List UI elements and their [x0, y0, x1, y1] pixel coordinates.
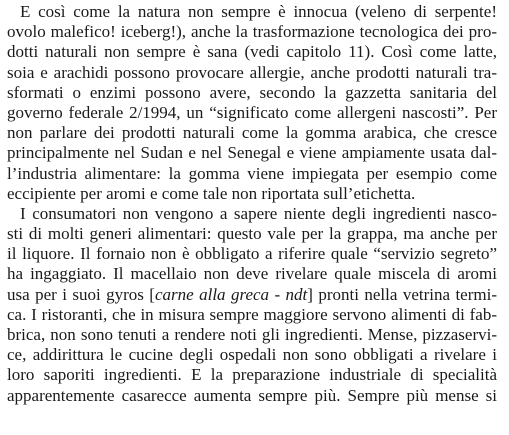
text-line: dotti naturali non sempre è sana (vedi capitolo 11). Così come latte, — [7, 42, 497, 62]
text-line: brica, non sono tenuti a rendere noti gli ingredienti. Mense, pizzaservi- — [7, 325, 497, 344]
translator-note: carne alla greca - ndt — [154, 284, 308, 304]
text-line: I consumatori non vengono a sapere niente degli ingredienti nasco- — [20, 203, 497, 223]
text-line: usa per i suoi gyros [carne alla greca - ndt] pronti nella vetrina termi- — [7, 284, 497, 304]
text-line: ha ingaggiato. Il macellaio non deve rivelare quale miscela di aromi — [7, 264, 497, 284]
text-line: E così come la natura non sempre è innocua (veleno di serpente! — [20, 2, 497, 21]
text-line: sti di molti generi alimentari: questo vale per la grappa, ma anche per — [7, 224, 497, 244]
text-line: ovolo malefico! iceberg!), anche la trasformazione tecnologica dei pro- — [7, 22, 497, 42]
text-line: governo federale 2/1994, un “significato come allergeni nascosti”. Per — [7, 102, 497, 122]
text-line: loro saporiti ingredienti. E la preparazione industriale di specialità — [7, 365, 497, 385]
text-line: non parlare dei prodotti naturali come la gomma arabica, che cresce — [7, 123, 497, 143]
text-line: il liquore. Il fornaio non è obbligato a riferire quale “servizio segreto” — [7, 244, 497, 264]
text-line: principalmente nel Sudan e nel Senegal e viene ampiamente usata dal- — [7, 143, 497, 163]
text-line: sformati o enzimi possono avere, secondo la gazzetta sanitaria del — [7, 82, 497, 102]
text-line: l’industria alimentare: la gomma viene impiegata per esempio come — [7, 163, 497, 183]
text-line: apparentemente casarecce aumenta sempre più. Sempre più mense si — [7, 385, 497, 405]
text-line: eccipiente per aromi e come tale non riportata sull’etichetta. — [7, 183, 416, 203]
text-line: ca. I ristoranti, che in misura sempre maggiore servono alimenti di fab- — [7, 304, 497, 324]
text-line: soia e arachidi possono provocare allergie, anche prodotti naturali tra- — [7, 62, 497, 82]
body-text — [7, 2, 497, 406]
text-line: ce, addirittura le cucine degli ospedali non sono obbligati a rivelare i — [7, 345, 497, 365]
